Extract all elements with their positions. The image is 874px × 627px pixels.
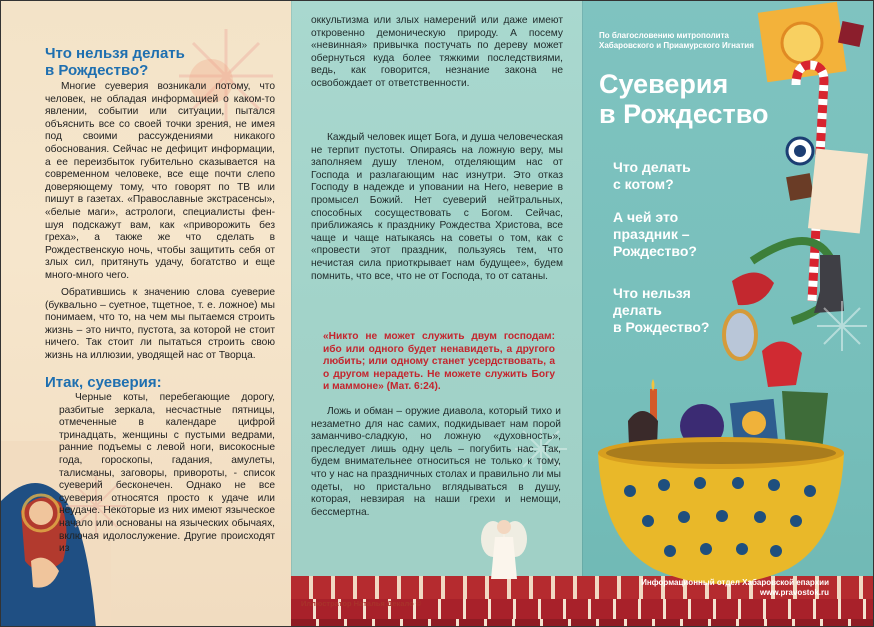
blessing-line: Хабаровского и Приамурского Игнатия <box>599 41 754 50</box>
website-link[interactable]: www.pravostok.ru <box>759 588 829 597</box>
blessing-line: По благословению митрополита <box>599 31 729 40</box>
left-paragraph-3 <box>59 392 275 556</box>
question-whose-holiday <box>613 209 697 260</box>
middle-paragraph-3 <box>311 406 561 519</box>
blessing-note <box>599 31 799 51</box>
paragraph-text: Черные коты, перебегающие дорогу, разбитые зеркала, несчастные пятницы, отмеченные в календаре цифрой тринадцать, женщины с пустыми ведрами, ранние подъемы с левой ноги, високосные года, гороскопы, гадания, амулеты, талисманы, заговоры, привороты, - список суеверий бесконечен. Однако не все суеверия относятся просто к удаче или неудаче. Некоторые из них имеют языческое начало или основаны на языческих обычаях, включая идолослужение. Другие происходят из <box>59 392 275 555</box>
question-line: с котом? <box>613 176 674 192</box>
angel-figurine-icon <box>479 513 529 583</box>
question-line: Что нельзя <box>613 285 691 301</box>
question-what-not-to-do <box>613 285 709 336</box>
bible-quote: «Никто не может служить двум господам: ибо или одного будет ненавидеть, а другого любить; или одному станет усердствовать, а о другом нерадеть. Не можете служить Богу и маммоне» (Мат. 6:24). <box>323 331 555 393</box>
question-cat <box>613 159 691 193</box>
middle-paragraph-2 <box>311 132 563 283</box>
paragraph-text: Обратившись к значению слова суеверие (буквально – суетное, тщетное, т. е. ложное) мы понимаем, что то, на чем мы пытаемся строить жизнь – это ничто, пустота, за которой не стоит ничего. Так стоит ли пытаться строить свою жизнь на иллюзии, уводящей нас от Творца. <box>45 287 275 361</box>
question-line: в Рождество? <box>613 319 710 335</box>
heading-line: в Рождество? <box>45 62 149 79</box>
paragraph-text: Многие суеверия возникали потому, что человек, не обладая информацией о каком-то явлении, событии или ситуации, пытался объяснить все со своей точки зрения, не имея под своими рассуждениями никакого обоснования. Сейчас не дефицит информации, а ее переизбыток губительно сказывается на современном человеке, все еще почти слепо доверяющему тому, что говорят по ТВ или пишут в газетах. «Православные экстрасенсы», «белые маги», астрологи, специалисты фен-шуя подскажут вам, как «приворожить без греха», а также же что сделать в Рождественскую ночь, чтобы защитить себя от злых сил, притянуть удачу, богатство и еще много-много чего. <box>45 81 275 281</box>
middle-paragraph-1 <box>311 15 563 91</box>
title-line: Суеверия <box>599 69 729 99</box>
fold-line-left <box>291 1 292 627</box>
question-line: Рождество? <box>613 243 697 259</box>
publisher-footer <box>613 578 829 598</box>
question-line: праздник – <box>613 226 690 242</box>
paragraph-text: Ложь и обман – оружие диавола, который тихо и незаметно для нас самих, подкидывает нам порой заманчиво-сладкую, но ложную «духовность», преследует лишь одну цель – погубить нас. Так, будем внимательнее относиться не только к тому, что у нас на праздничных столах и правильно ли мы одеты, но пристально вглядываться в душу, которая, невзирая на наши грехи и немощи, бессмертна. <box>311 406 561 518</box>
heading-what-not-to-do <box>45 45 185 79</box>
illustrator-credit: Иллюстратор Наталья Декало © <box>301 599 422 608</box>
publisher-name: Информационный отдел Хабаровской епархии <box>641 578 829 587</box>
middle-panel <box>291 1 582 627</box>
heading-superstitions: Итак, суеверия: <box>45 374 162 391</box>
paragraph-text: оккультизма или злых намерений или даже имеют откровенно демоническую природу. А посему «невинная» привычка постучать по дереву может обернуться куда более тяжкими последствиями, ведь, как говорится, незнание закона не освобождает от ответственности. <box>311 15 563 89</box>
title-line: в Рождество <box>599 99 769 129</box>
question-line: делать <box>613 302 662 318</box>
left-paragraph-2 <box>45 287 275 363</box>
left-paragraph-1 <box>45 81 275 283</box>
question-line: Что делать <box>613 159 691 175</box>
paragraph-text: Каждый человек ищет Бога, и душа человеческая не терпит пустоты. Опираясь на ложную веру, мы заполняем душу тленом, отделяющим нас от Господа и разлагающим нас изнутри. Это отказ Господу в надежде и уповании на Него, неверие в промысел Божий. Нет суеверий нейтральных, способных сосуществовать с Богом. Сейчас, приближаясь к празднику Рождества Христова, все чаще и чаще натыкаясь на советы о том, как с «провести этот праздник, пользуясь тем, что нечистая сила приоткрывает нам будущее», будем помнить, что все, что не от Господа, то от сатаны. <box>311 132 563 282</box>
brochure-title <box>599 69 769 129</box>
question-line: А чей это <box>613 209 679 225</box>
heading-line: Что нельзя делать <box>45 45 185 62</box>
